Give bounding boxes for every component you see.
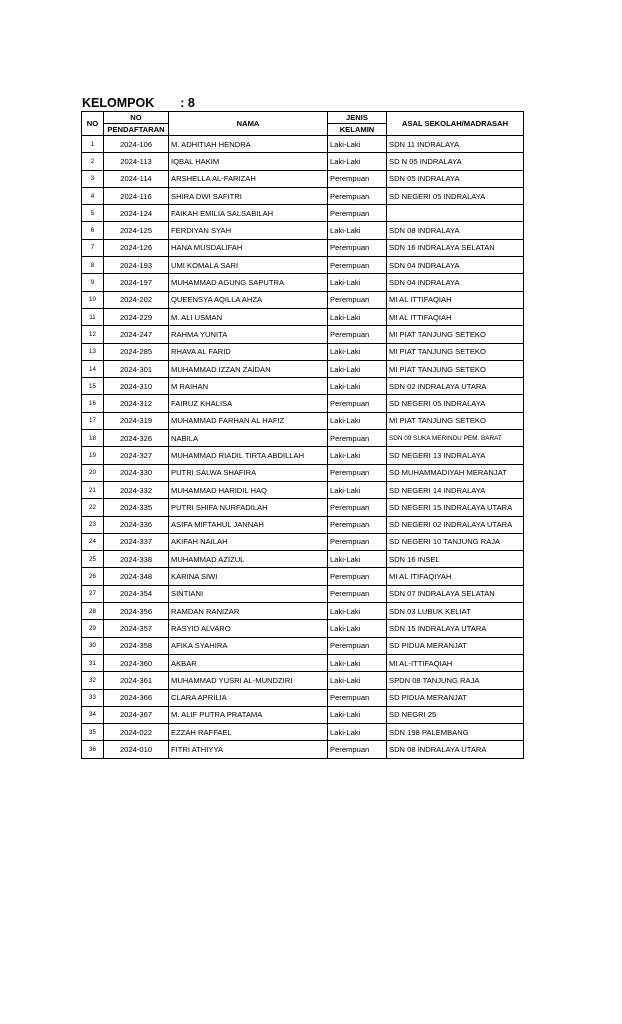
name-cell: HANA MUSDALIFAH — [169, 239, 328, 256]
row-number-cell: 28 — [82, 603, 104, 620]
registration-number-cell: 2024-319 — [104, 412, 169, 429]
name-cell: KARINA SIWI — [169, 568, 328, 585]
gender-cell: Perempuan — [328, 568, 387, 585]
table-row — [82, 724, 524, 741]
name-cell: MUHAMMAD FARHAN AL HAFIZ — [169, 412, 328, 429]
table-row — [82, 464, 524, 481]
row-number-cell: 32 — [82, 672, 104, 689]
school-cell: SDN 05 INDRALAYA — [387, 170, 524, 187]
name-cell: RAMDAN RANIZAR — [169, 603, 328, 620]
school-cell: SDN 03 LUBUK KELIAT — [387, 603, 524, 620]
table-row — [82, 378, 524, 395]
school-cell: MI PIAT TANJUNG SETEKO — [387, 412, 524, 429]
table-row — [82, 568, 524, 585]
school-cell: SD PIDUA MERANJAT — [387, 637, 524, 654]
table-row — [82, 741, 524, 758]
table-row — [82, 551, 524, 568]
registration-number-cell: 2024-193 — [104, 257, 169, 274]
gender-cell: Perempuan — [328, 585, 387, 602]
gender-cell: Perempuan — [328, 395, 387, 412]
registration-number-cell: 2024-356 — [104, 603, 169, 620]
name-cell: PUTRI SALWA SHAFIRA — [169, 464, 328, 481]
name-cell: EZZAH RAFFAEL — [169, 724, 328, 741]
name-cell: ASIFA MIFTAHUL JANNAH — [169, 516, 328, 533]
row-number-cell: 34 — [82, 706, 104, 723]
gender-cell: Laki-Laki — [328, 481, 387, 498]
table-row — [82, 153, 524, 170]
registration-number-cell: 2024-330 — [104, 464, 169, 481]
gender-cell: Perempuan — [328, 689, 387, 706]
registration-number-cell: 2024-361 — [104, 672, 169, 689]
gender-cell: Laki-Laki — [328, 136, 387, 153]
table-row — [82, 239, 524, 256]
row-number-cell: 24 — [82, 533, 104, 550]
row-number-cell: 23 — [82, 516, 104, 533]
table-row — [82, 257, 524, 274]
row-number-cell: 15 — [82, 378, 104, 395]
registration-number-cell: 2024-202 — [104, 291, 169, 308]
gender-cell: Perempuan — [328, 464, 387, 481]
row-number-cell: 26 — [82, 568, 104, 585]
table-row — [82, 291, 524, 308]
header-reg-bottom: PENDAFTARAN — [104, 124, 169, 136]
school-cell: SD PIDUA MERANJAT — [387, 689, 524, 706]
registration-number-cell: 2024-336 — [104, 516, 169, 533]
school-cell: SD N 05 INDRALAYA — [387, 153, 524, 170]
name-cell: RAHMA YUNITA — [169, 326, 328, 343]
gender-cell: Perempuan — [328, 187, 387, 204]
registration-number-cell: 2024-348 — [104, 568, 169, 585]
school-cell: SDN 04 INDRALAYA — [387, 274, 524, 291]
group-number: : 8 — [180, 96, 195, 110]
row-number-cell: 27 — [82, 585, 104, 602]
table-row — [82, 187, 524, 204]
registration-number-cell: 2024-285 — [104, 343, 169, 360]
school-cell: SD NEGERI 13 INDRALAYA — [387, 447, 524, 464]
name-cell: MUHAMMAD YUSRI AL-MUNDZIRI — [169, 672, 328, 689]
row-number-cell: 10 — [82, 291, 104, 308]
title-label: KELOMPOK — [82, 96, 155, 110]
gender-cell: Perempuan — [328, 637, 387, 654]
header-no: NO — [82, 112, 104, 136]
row-number-cell: 6 — [82, 222, 104, 239]
gender-cell: Perempuan — [328, 430, 387, 447]
name-cell: MUHAMMAD AGUNG SAPUTRA — [169, 274, 328, 291]
name-cell: AFIKA SYAHIRA — [169, 637, 328, 654]
table-row — [82, 205, 524, 222]
row-number-cell: 12 — [82, 326, 104, 343]
gender-cell: Perempuan — [328, 170, 387, 187]
table-row — [82, 274, 524, 291]
row-number-cell: 2 — [82, 153, 104, 170]
school-cell: MI PIAT TANJUNG SETEKO — [387, 343, 524, 360]
name-cell: SHIRA DWI SAFITRI — [169, 187, 328, 204]
name-cell: SINTIANI — [169, 585, 328, 602]
name-cell: IQBAL HAKIM — [169, 153, 328, 170]
registration-number-cell: 2024-113 — [104, 153, 169, 170]
school-cell: SD NEGERI 10 TANJUNG RAJA — [387, 533, 524, 550]
registration-number-cell: 2024-367 — [104, 706, 169, 723]
registration-number-cell: 2024-327 — [104, 447, 169, 464]
school-cell: SD NEGERI 05 INDRALAYA — [387, 187, 524, 204]
school-cell: SD MUHAMMADIYAH MERANJAT — [387, 464, 524, 481]
gender-cell: Perempuan — [328, 499, 387, 516]
name-cell: MUHAMMAD RIADIL TIRTA ABDILLAH — [169, 447, 328, 464]
school-cell: SD NEGERI 05 INDRALAYA — [387, 395, 524, 412]
gender-cell: Laki-Laki — [328, 360, 387, 377]
school-cell: MI PIAT TANJUNG SETEKO — [387, 360, 524, 377]
table-row — [82, 360, 524, 377]
name-cell: MUHAMMAD HARIDIL HAQ — [169, 481, 328, 498]
registration-number-cell: 2024-125 — [104, 222, 169, 239]
row-number-cell: 22 — [82, 499, 104, 516]
row-number-cell: 14 — [82, 360, 104, 377]
gender-cell: Laki-Laki — [328, 620, 387, 637]
gender-cell: Perempuan — [328, 291, 387, 308]
table-row — [82, 620, 524, 637]
registration-number-cell: 2024-326 — [104, 430, 169, 447]
registration-number-cell: 2024-116 — [104, 187, 169, 204]
table-header-row — [82, 112, 524, 124]
gender-cell: Laki-Laki — [328, 308, 387, 325]
name-cell: M. ADHITIAH HENDRA — [169, 136, 328, 153]
name-cell: M. ALIF PUTRA PRATAMA — [169, 706, 328, 723]
school-cell: MI PIAT TANJUNG SETEKO — [387, 326, 524, 343]
gender-cell: Perempuan — [328, 257, 387, 274]
school-cell: SD NEGERI 15 INDRALAYA UTARA — [387, 499, 524, 516]
school-cell: SD NEGERI 14 INDRALAYA — [387, 481, 524, 498]
gender-cell: Laki-Laki — [328, 551, 387, 568]
registration-number-cell: 2024-312 — [104, 395, 169, 412]
registration-number-cell: 2024-335 — [104, 499, 169, 516]
row-number-cell: 13 — [82, 343, 104, 360]
name-cell: FERDIYAN SYAH — [169, 222, 328, 239]
table-row — [82, 136, 524, 153]
header-name: NAMA — [169, 112, 328, 136]
registration-number-cell: 2024-338 — [104, 551, 169, 568]
table-row — [82, 603, 524, 620]
school-cell — [387, 205, 524, 222]
school-cell: MI AL ITTIFAQIAH — [387, 291, 524, 308]
name-cell: RASYID ALVARO — [169, 620, 328, 637]
name-cell: FAIRUZ KHALISA — [169, 395, 328, 412]
table-row — [82, 689, 524, 706]
table-row — [82, 222, 524, 239]
school-cell: SDN 198 PALEMBANG — [387, 724, 524, 741]
row-number-cell: 11 — [82, 308, 104, 325]
name-cell: NABILA — [169, 430, 328, 447]
row-number-cell: 4 — [82, 187, 104, 204]
name-cell: PUTRI SHIFA NURFADILAH — [169, 499, 328, 516]
row-number-cell: 36 — [82, 741, 104, 758]
name-cell: MUHAMMAD AZIZUL — [169, 551, 328, 568]
school-cell: SDN 16 INSEL — [387, 551, 524, 568]
gender-cell: Laki-Laki — [328, 603, 387, 620]
row-number-cell: 7 — [82, 239, 104, 256]
school-cell: SDN 02 INDRALAYA UTARA — [387, 378, 524, 395]
school-cell: SPDN 08 TANJUNG RAJA — [387, 672, 524, 689]
gender-cell: Laki-Laki — [328, 724, 387, 741]
gender-cell: Perempuan — [328, 326, 387, 343]
school-cell: SDN 08 INDRALAYA UTARA — [387, 741, 524, 758]
name-cell: AKBAR — [169, 654, 328, 671]
row-number-cell: 3 — [82, 170, 104, 187]
registration-number-cell: 2024-247 — [104, 326, 169, 343]
table-row — [82, 533, 524, 550]
school-cell: SDN 07 INDRALAYA SELATAN — [387, 585, 524, 602]
table-row — [82, 516, 524, 533]
registration-number-cell: 2024-229 — [104, 308, 169, 325]
row-number-cell: 18 — [82, 430, 104, 447]
table-row — [82, 308, 524, 325]
table-row — [82, 326, 524, 343]
name-cell: MUHAMMAD IZZAN ZAIDAN — [169, 360, 328, 377]
gender-cell: Perempuan — [328, 516, 387, 533]
school-cell: SD NEGERI 02 INDRALAYA UTARA — [387, 516, 524, 533]
row-number-cell: 31 — [82, 654, 104, 671]
row-number-cell: 1 — [82, 136, 104, 153]
table-row — [82, 343, 524, 360]
table-row — [82, 170, 524, 187]
registration-number-cell: 2024-197 — [104, 274, 169, 291]
row-number-cell: 19 — [82, 447, 104, 464]
gender-cell: Laki-Laki — [328, 672, 387, 689]
registration-number-cell: 2024-332 — [104, 481, 169, 498]
registration-number-cell: 2024-022 — [104, 724, 169, 741]
participant-table — [81, 111, 524, 759]
registration-number-cell: 2024-301 — [104, 360, 169, 377]
registration-number-cell: 2024-114 — [104, 170, 169, 187]
name-cell: RHAVA AL FARID — [169, 343, 328, 360]
header-gender-top: JENIS — [328, 112, 387, 124]
school-cell: SDN 09 SUKA MERINDU PEM. BARAT — [387, 430, 524, 447]
gender-cell: Laki-Laki — [328, 706, 387, 723]
school-cell: SD NEGRI 25 — [387, 706, 524, 723]
header-reg-top: NO — [104, 112, 169, 124]
gender-cell: Perempuan — [328, 205, 387, 222]
gender-cell: Laki-Laki — [328, 343, 387, 360]
row-number-cell: 17 — [82, 412, 104, 429]
table-row — [82, 447, 524, 464]
school-cell: MI AL ITIFAQIYAH — [387, 568, 524, 585]
name-cell: M. ALI USMAN — [169, 308, 328, 325]
table-row — [82, 585, 524, 602]
name-cell: QUEENSYA AQILLA AHZA — [169, 291, 328, 308]
school-cell: SDN 08 INDRALAYA — [387, 222, 524, 239]
table-row — [82, 499, 524, 516]
gender-cell: Laki-Laki — [328, 153, 387, 170]
name-cell: FITRI ATHIYYA — [169, 741, 328, 758]
registration-number-cell: 2024-010 — [104, 741, 169, 758]
name-cell: CLARA APRILIA — [169, 689, 328, 706]
registration-number-cell: 2024-106 — [104, 136, 169, 153]
gender-cell: Perempuan — [328, 533, 387, 550]
row-number-cell: 33 — [82, 689, 104, 706]
name-cell: AKIFAH NAILAH — [169, 533, 328, 550]
registration-number-cell: 2024-354 — [104, 585, 169, 602]
table-row — [82, 430, 524, 447]
name-cell: UMI KOMALA SARI — [169, 257, 328, 274]
registration-number-cell: 2024-126 — [104, 239, 169, 256]
registration-number-cell: 2024-358 — [104, 637, 169, 654]
school-cell: SDN 15 INDRALAYA UTARA — [387, 620, 524, 637]
registration-number-cell: 2024-337 — [104, 533, 169, 550]
header-school: ASAL SEKOLAH/MADRASAH — [387, 112, 524, 136]
name-cell: M RAIHAN — [169, 378, 328, 395]
registration-number-cell: 2024-366 — [104, 689, 169, 706]
row-number-cell: 21 — [82, 481, 104, 498]
school-cell: SDN 11 INDRALAYA — [387, 136, 524, 153]
table-row — [82, 412, 524, 429]
gender-cell: Perempuan — [328, 239, 387, 256]
gender-cell: Laki-Laki — [328, 447, 387, 464]
school-cell: MI AL ITTIFAQIAH — [387, 308, 524, 325]
page-title — [82, 96, 195, 110]
name-cell: FAIKAH EMILIA SALSABILAH — [169, 205, 328, 222]
gender-cell: Laki-Laki — [328, 274, 387, 291]
row-number-cell: 5 — [82, 205, 104, 222]
row-number-cell: 25 — [82, 551, 104, 568]
gender-cell: Laki-Laki — [328, 222, 387, 239]
row-number-cell: 29 — [82, 620, 104, 637]
registration-number-cell: 2024-310 — [104, 378, 169, 395]
row-number-cell: 35 — [82, 724, 104, 741]
header-gender-bottom: KELAMIN — [328, 124, 387, 136]
row-number-cell: 30 — [82, 637, 104, 654]
gender-cell: Laki-Laki — [328, 412, 387, 429]
row-number-cell: 8 — [82, 257, 104, 274]
gender-cell: Perempuan — [328, 741, 387, 758]
name-cell: ARSHELLA AL-FARIZAH — [169, 170, 328, 187]
table-row — [82, 637, 524, 654]
row-number-cell: 9 — [82, 274, 104, 291]
school-cell: SDN 16 INDRALAYA SELATAN — [387, 239, 524, 256]
school-cell: MI AL-ITTIFAQIAH — [387, 654, 524, 671]
table-row — [82, 672, 524, 689]
row-number-cell: 20 — [82, 464, 104, 481]
table-row — [82, 481, 524, 498]
table-row — [82, 654, 524, 671]
table-row — [82, 706, 524, 723]
registration-number-cell: 2024-124 — [104, 205, 169, 222]
row-number-cell: 16 — [82, 395, 104, 412]
registration-number-cell: 2024-360 — [104, 654, 169, 671]
gender-cell: Laki-Laki — [328, 654, 387, 671]
table-row — [82, 395, 524, 412]
gender-cell: Laki-Laki — [328, 378, 387, 395]
registration-number-cell: 2024-357 — [104, 620, 169, 637]
school-cell: SDN 04 INDRALAYA — [387, 257, 524, 274]
